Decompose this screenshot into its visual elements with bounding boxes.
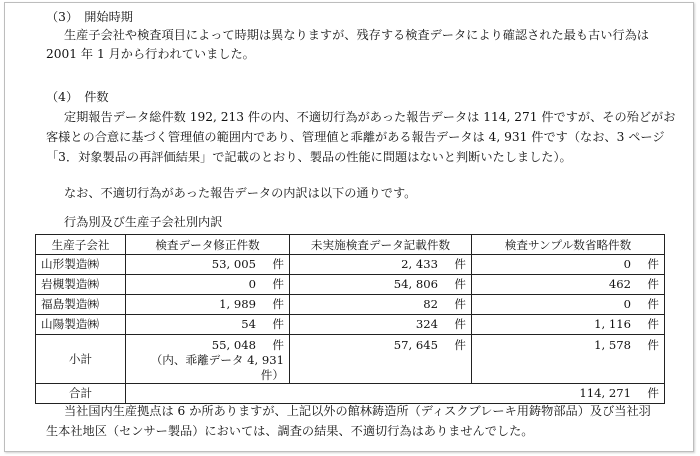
table-row: 山陽製造㈱ 54 件 324 件 1, 116 件	[36, 315, 665, 335]
sample-omitted-count: 462	[608, 277, 631, 291]
table-caption: 行為別及び生産子会社別内訳	[64, 215, 223, 229]
unperformed-count: 2, 433	[401, 257, 438, 271]
total-row: 合計 114, 271 件	[36, 384, 665, 404]
sample-omitted-count: 1, 116	[594, 317, 631, 331]
subtotal-label: 小計	[36, 335, 126, 384]
section-4-heading: （4） 件数	[46, 90, 109, 104]
subtotal-note: （内、乖離データ 4, 931 件）	[150, 353, 284, 382]
corrected-count: 0	[248, 277, 256, 291]
section-4-body-line3: 「3．対象製品の再評価結果」で記載のとおり、製品の性能に問題はないと判断いたしました）。	[46, 150, 572, 164]
corrected-count: 1, 989	[219, 297, 256, 311]
unperformed-count: 82	[423, 297, 438, 311]
header-sample-omitted: 検査サンプル数省略件数	[472, 235, 665, 255]
subtotal-corrected: 55, 048	[211, 338, 256, 352]
section-3-body-line2: 2001 年 1 月から行われていました。	[46, 47, 255, 61]
subtotal-omitted: 1, 578	[594, 338, 631, 352]
header-unperformed: 未実施検査データ記載件数	[290, 235, 472, 255]
company-name: 岩槻製造㈱	[36, 275, 126, 295]
corrected-count: 53, 005	[211, 257, 256, 271]
footer-line2: 生本社地区（センサー製品）においては、調査の結果、不適切行為はありませんでした。	[46, 424, 534, 438]
section-3-body-line1: 生産子会社や検査項目によって時期は異なりますが、残存する検査データにより確認された最も古い行為は	[64, 28, 649, 42]
header-company: 生産子会社	[36, 235, 126, 255]
company-name: 山陽製造㈱	[36, 315, 126, 335]
total-label: 合計	[36, 384, 126, 404]
company-name: 山形製造㈱	[36, 255, 126, 275]
subtotal-unperformed: 57, 645	[393, 338, 438, 352]
header-corrected: 検査データ修正件数	[126, 235, 290, 255]
breakdown-intro: なお、不適切行為があった報告データの内訳は以下の通りです。	[64, 186, 417, 200]
total-value: 114, 271	[579, 386, 631, 400]
subtotal-row: 小計 55, 048 件 （内、乖離データ 4, 931 件） 57, 645 件 1, 578 件	[36, 335, 665, 384]
sample-omitted-count: 0	[623, 257, 631, 271]
section-3-heading: （3） 開始時期	[46, 10, 133, 24]
unperformed-count: 324	[415, 317, 438, 331]
section-4-body-line2: 客様との合意に基づく管理値の範囲内であり、管理値と乖離がある報告データは 4, 931 件です（なお、3 ページ	[46, 130, 665, 144]
table-header-row	[36, 235, 665, 255]
corrected-count: 54	[241, 317, 256, 331]
section-4-body-line1: 定期報告データ総件数 192, 213 件の内、不適切行為があった報告データは 114, 271 件ですが、その殆どがお	[64, 110, 676, 124]
table-row: 山形製造㈱ 53, 005 件 2, 433 件 0 件	[36, 255, 665, 275]
footer-line1: 当社国内生産拠点は 6 か所ありますが、上記以外の館林鋳造所（ディスクブレーキ用鋳物部品）及び当社羽	[64, 404, 651, 418]
unperformed-count: 54, 806	[393, 277, 438, 291]
company-name: 福島製造㈱	[36, 295, 126, 315]
table-row: 岩槻製造㈱ 0 件 54, 806 件 462 件	[36, 275, 665, 295]
sample-omitted-count: 0	[623, 297, 631, 311]
table-row: 福島製造㈱ 1, 989 件 82 件 0 件	[36, 295, 665, 315]
breakdown-table	[35, 234, 665, 404]
